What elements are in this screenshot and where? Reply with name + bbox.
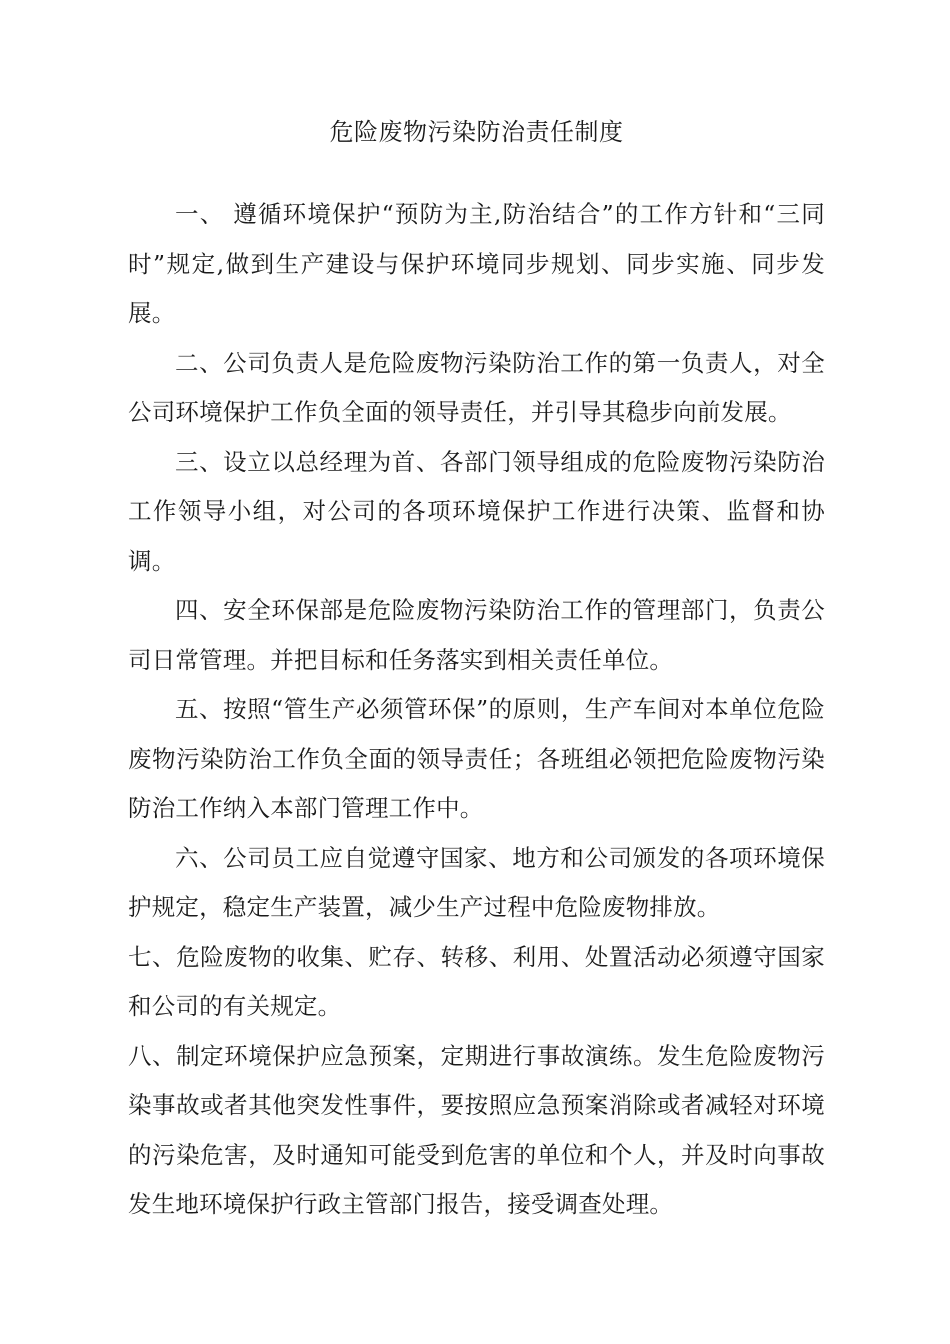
clause-7: 七、危险废物的收集、贮存、转移、利用、处置活动必须遵守国家和公司的有关规定。: [128, 942, 825, 1020]
document-title: 危险废物污染防治责任制度: [329, 118, 624, 146]
clause-5: 五、按照“管生产必须管环保”的原则，生产车间对本单位危险废物污染防治工作负全面的领导责任；各班组必领把危险废物污染防治工作纳入本部门管理工作中。: [128, 695, 825, 822]
clause-6: 六、公司员工应自觉遵守国家、地方和公司颁发的各项环境保护规定，稳定生产装置，减少生产过程中危险废物排放。: [128, 843, 825, 921]
clause-2: 二、公司负责人是危险废物污染防治工作的第一负责人，对全公司环境保护工作负全面的领导责任，并引导其稳步向前发展。: [128, 348, 825, 426]
clause-4: 四、安全环保部是危险废物污染防治工作的管理部门，负责公司日常管理。并把目标和任务落实到相关责任单位。: [128, 596, 825, 674]
clause-3: 三、设立以总经理为首、各部门领导组成的危险废物污染防治工作领导小组，对公司的各项环境保护工作进行决策、监督和协调。: [128, 447, 825, 575]
clause-8: 八、制定环境保护应急预案，定期进行事故演练。发生危险废物污染事故或者其他突发性事件，要按照应急预案消除或者减轻对环境的污染危害，及时通知可能受到危害的单位和个人，并及时向事故发生地环境保护行政主管部门报告，接受调查处理。: [128, 1041, 825, 1218]
clause-1: 一、 遵循环境保护“预防为主,防治结合”的工作方针和“三同时”规定,做到生产建设与保护环境同步规划、同步实施、同步发展。: [128, 200, 825, 327]
document-page: [128, 112, 825, 1230]
